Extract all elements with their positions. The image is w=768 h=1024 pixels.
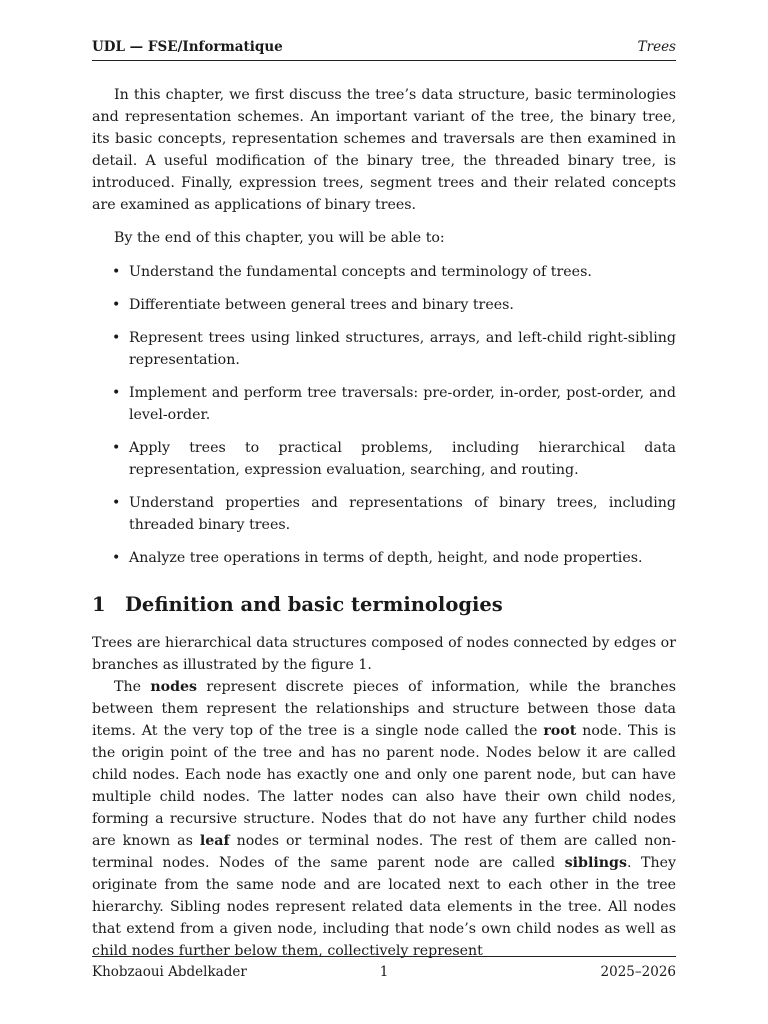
text-run: represent discrete pieces of information, while the branches between them represent the relationships and structure between those data items. At the very top of the tree is a single node called the	[92, 679, 676, 739]
text-run: node. This is the origin point of the tree and has no parent node. Nodes below it are called child nodes. Each node has exactly one and only one parent node, but can have multiple child nodes. The latter nodes can also have their own child nodes, forming a recursive structure. Nodes that do not have any further child nodes are known as	[92, 723, 677, 849]
bullet-icon: •	[112, 297, 121, 313]
list-item	[92, 382, 676, 426]
term-siblings: siblings	[564, 855, 627, 871]
footer-author: Khobzaoui Abdelkader	[92, 964, 247, 980]
list-item	[92, 437, 676, 481]
list-item-text: Apply trees to practical problems, including hierarchical data representation, expression evaluation, searching, and routing.	[129, 440, 676, 478]
list-item-text: Implement and perform tree traversals: pre-order, in-order, post-order, and level-order.	[129, 385, 676, 423]
list-item-text: Understand the fundamental concepts and terminology of trees.	[129, 264, 592, 280]
page-body	[92, 84, 676, 962]
term-root: root	[543, 723, 577, 739]
list-item	[92, 261, 676, 283]
bullet-icon: •	[112, 495, 121, 511]
definition-paragraph: Trees are hierarchical data structures composed of nodes connected by edges or branches as illustrated by the figure 1.	[92, 635, 676, 673]
text-run: The	[114, 679, 151, 695]
running-footer	[92, 956, 676, 981]
section-heading	[92, 592, 676, 618]
bullet-icon: •	[112, 550, 121, 566]
list-item-text: Differentiate between general trees and binary trees.	[129, 297, 514, 313]
objectives-lead: By the end of this chapter, you will be able to:	[114, 230, 445, 246]
text-run: . They originate from the same node and are located next to each other in the tree hierarchy. Sibling nodes represent related data elements in the tree. All nodes that extend from a given node, including that node’s own child nodes as well as child nodes further below them, collectively represent	[92, 855, 676, 959]
list-item-text: Understand properties and representations of binary trees, including threaded binary trees.	[129, 495, 676, 533]
header-institution: UDL — FSE/Informatique	[92, 39, 283, 55]
bullet-icon: •	[112, 330, 121, 346]
section-number: 1	[92, 593, 106, 616]
list-item	[92, 327, 676, 371]
text-run: nodes or terminal nodes. The rest of them are called non-terminal nodes. Nodes of the same parent node are called	[92, 833, 676, 871]
list-item	[92, 547, 676, 569]
footer-year: 2025–2026	[600, 964, 676, 980]
bullet-icon: •	[112, 264, 121, 280]
section-title: Definition and basic terminologies	[125, 593, 503, 616]
list-item-text: Represent trees using linked structures, arrays, and left-child right-sibling representation.	[129, 330, 676, 368]
list-item-text: Analyze tree operations in terms of depth, height, and node properties.	[129, 550, 643, 566]
header-chapter-title: Trees	[637, 39, 676, 55]
list-item	[92, 492, 676, 536]
term-nodes: nodes	[150, 679, 198, 695]
objectives-list	[92, 261, 676, 569]
list-item	[92, 294, 676, 316]
running-header	[92, 38, 676, 61]
bullet-icon: •	[112, 440, 121, 456]
bullet-icon: •	[112, 385, 121, 401]
terminology-paragraph	[92, 676, 676, 962]
page-number: 1	[379, 964, 389, 980]
term-leaf: leaf	[199, 833, 230, 849]
intro-paragraph: In this chapter, we first discuss the tree’s data structure, basic terminologies and representation schemes. An important variant of the tree, the binary tree, its basic concepts, representation schemes and traversals are then examined in detail. A useful modification of the binary tree, the threaded binary tree, is introduced. Finally, expression trees, segment trees and their related concepts are examined as applications of binary trees.	[92, 87, 676, 213]
